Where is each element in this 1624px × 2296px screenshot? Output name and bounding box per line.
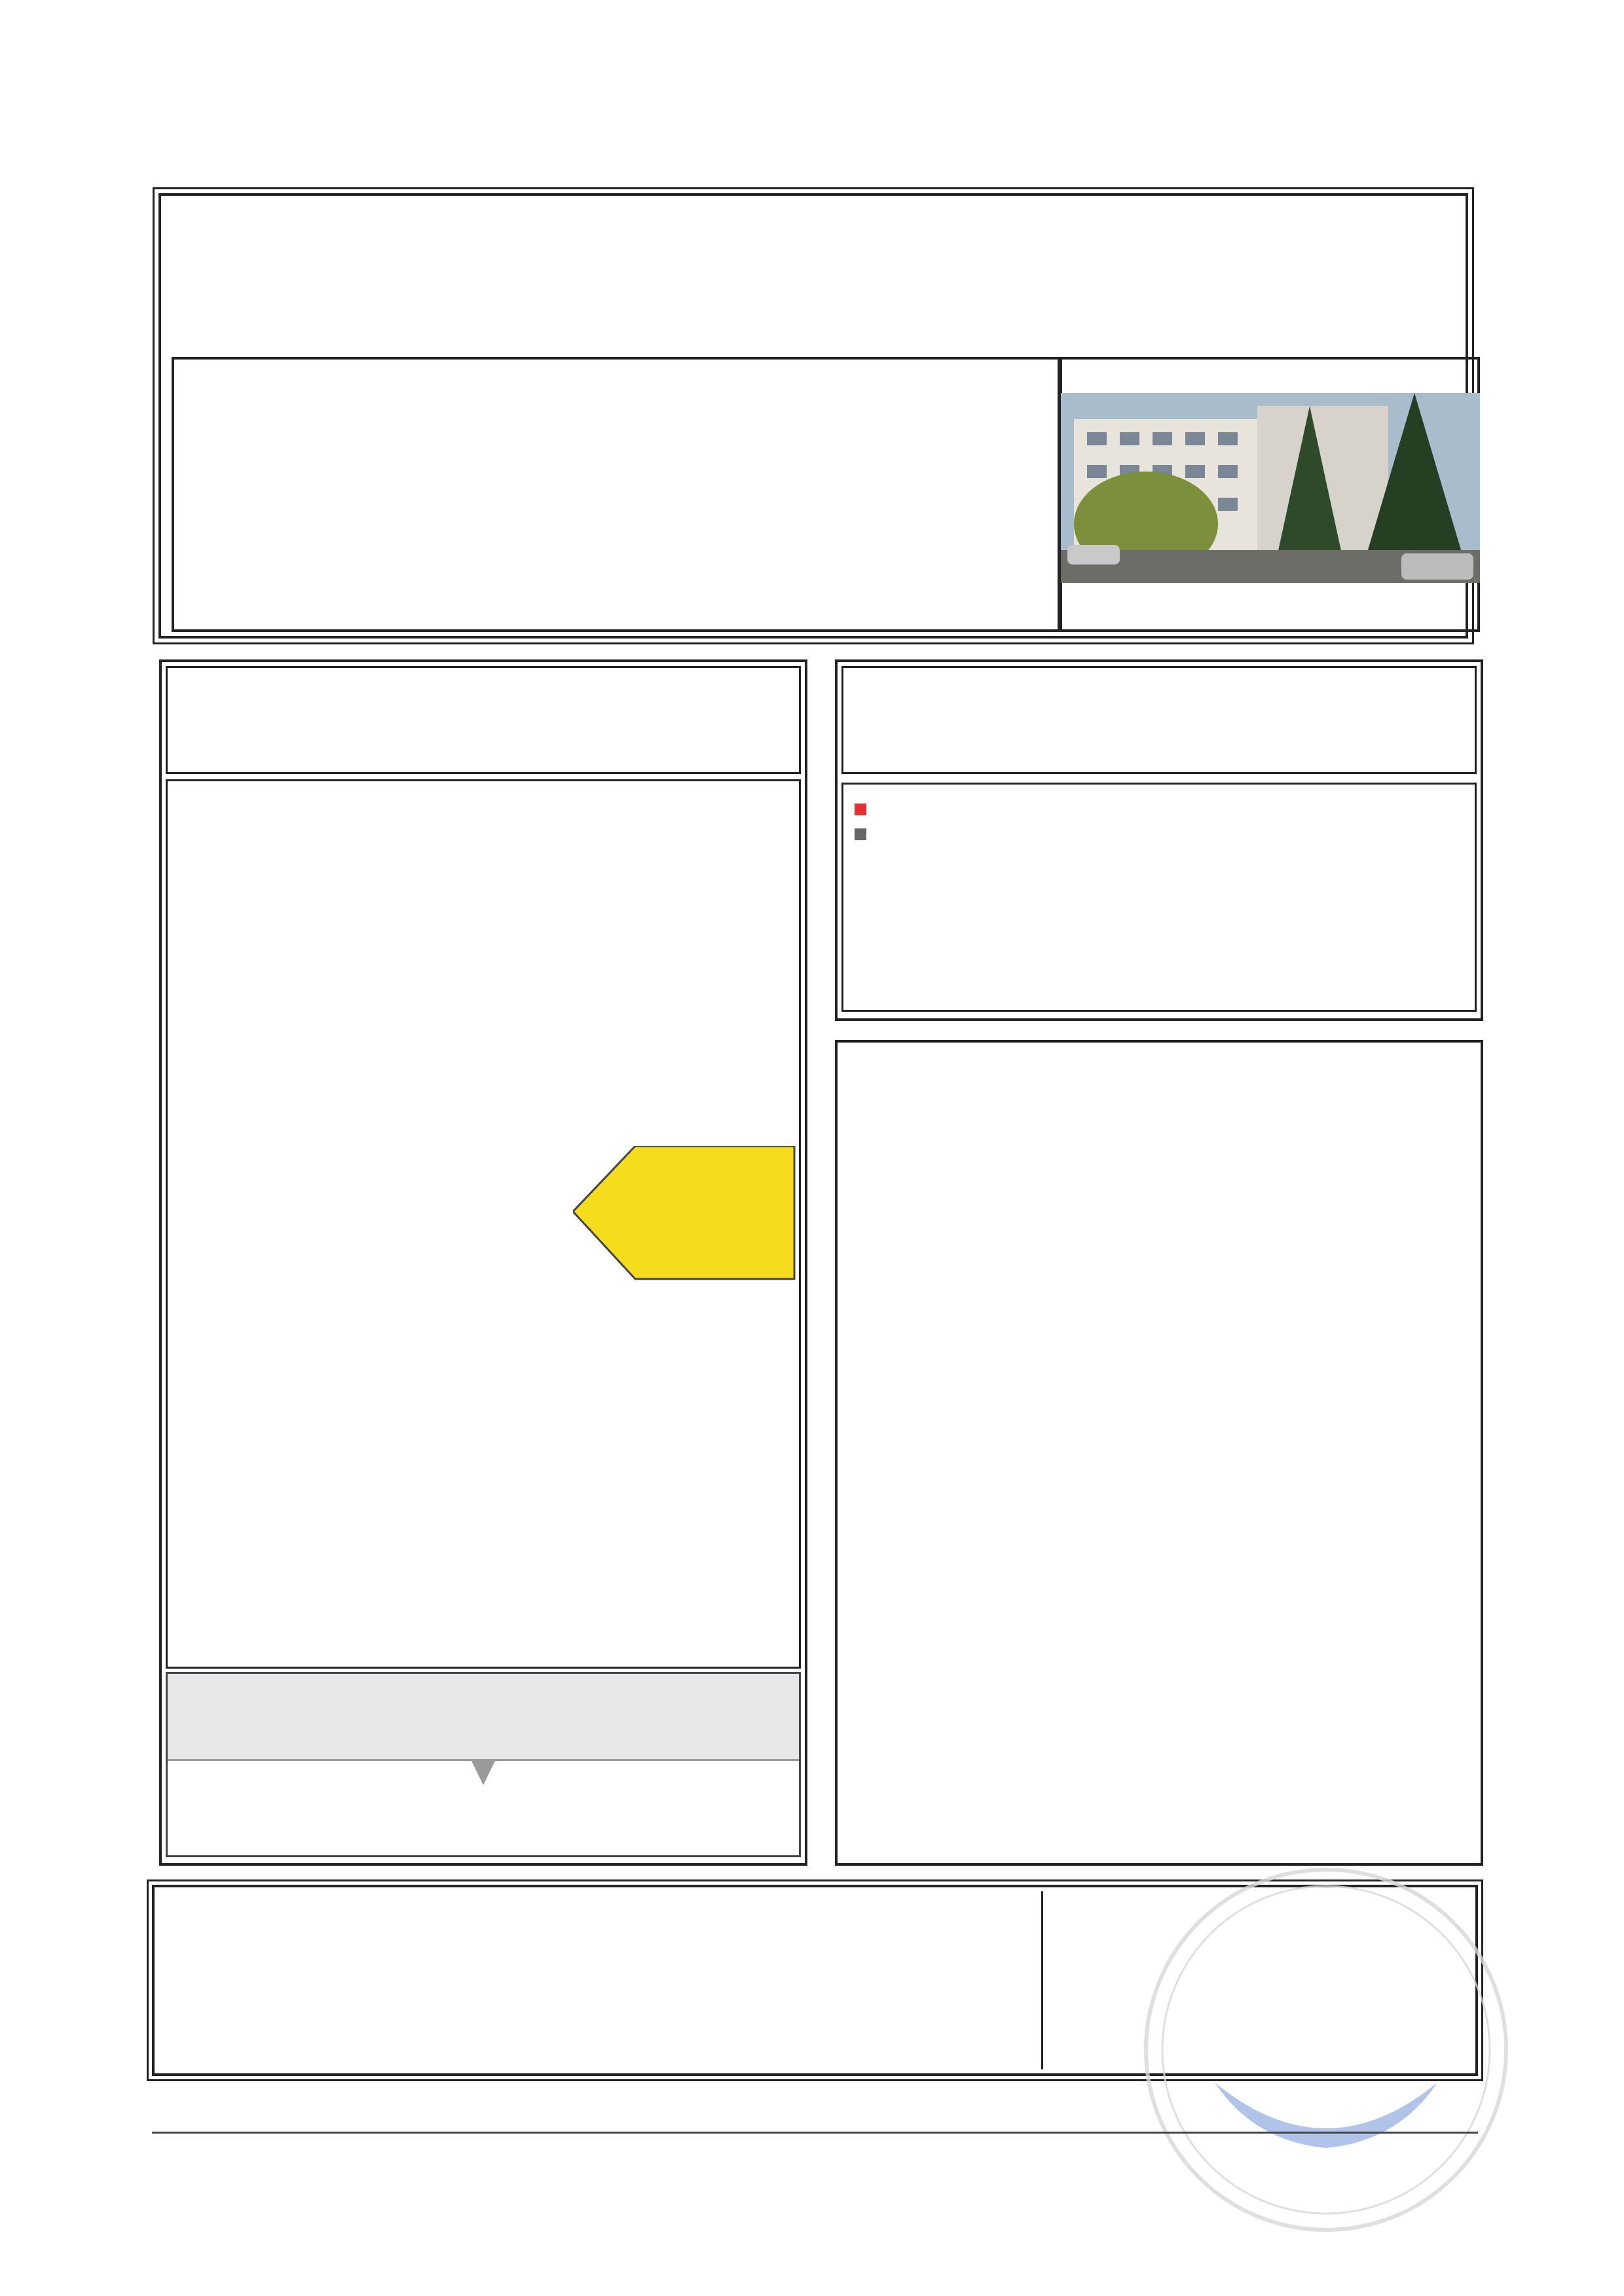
requirements-header [168, 1674, 799, 1759]
building-info-box [172, 357, 1062, 632]
legend-swatch-electricity [855, 828, 866, 840]
requirements-chevron [168, 1759, 799, 1789]
result-arrow [573, 1146, 796, 1280]
classification-header-box [166, 666, 801, 774]
legend-item-gas [855, 798, 866, 823]
legend-swatch-gas [855, 804, 866, 815]
pie-legend [855, 798, 866, 847]
specialist-divider [1041, 1891, 1043, 2069]
energy-split-header-box [841, 666, 1477, 774]
realitas-stamp [1136, 1860, 1516, 2240]
legend-item-electricity [855, 823, 866, 847]
building-photo [1061, 393, 1480, 583]
result-arrow-shape [573, 1146, 794, 1279]
footer-rule [152, 2132, 1478, 2134]
indicators-frame [835, 1040, 1483, 1866]
pie-chart [1244, 799, 1467, 1009]
